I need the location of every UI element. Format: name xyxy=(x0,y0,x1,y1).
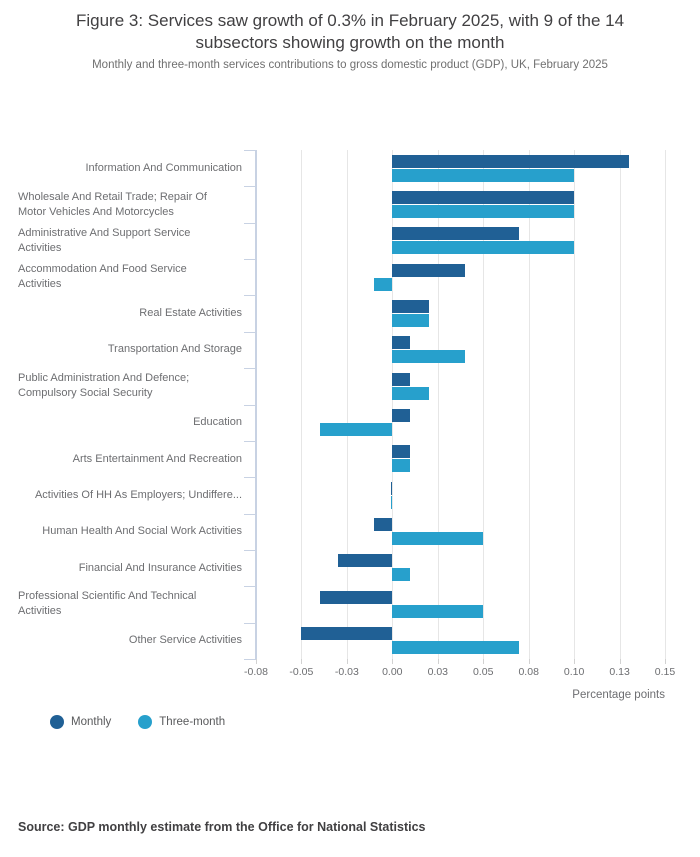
gridline xyxy=(529,150,530,659)
category-label xyxy=(18,477,242,513)
y-axis-tick xyxy=(244,550,256,551)
category-label xyxy=(18,259,242,295)
legend-label-monthly: Monthly xyxy=(71,716,112,728)
gridline xyxy=(620,150,621,659)
x-axis-tick xyxy=(301,659,302,664)
bar-three-month[interactable] xyxy=(392,205,574,218)
y-axis-tick xyxy=(244,514,256,515)
category-label xyxy=(18,514,242,550)
legend-item-three-month[interactable] xyxy=(138,715,225,729)
x-axis-tick-label: 0.05 xyxy=(472,666,494,678)
category-label xyxy=(18,405,242,441)
bar-three-month[interactable] xyxy=(392,532,483,545)
x-axis-tick xyxy=(665,659,666,664)
x-axis-tick-label: 0.00 xyxy=(382,666,403,678)
x-axis-tick xyxy=(392,659,393,664)
category-label-line: Professional Scientific And Technical xyxy=(18,590,197,603)
bar-monthly[interactable] xyxy=(392,191,574,204)
legend-marker-three-month-icon xyxy=(138,715,152,729)
category-label xyxy=(18,441,242,477)
x-axis-tick xyxy=(529,659,530,664)
category-label xyxy=(18,586,242,622)
category-label xyxy=(18,623,242,659)
category-label-line: Information And Communication xyxy=(85,161,242,174)
category-label-line: Real Estate Activities xyxy=(139,307,242,320)
bar-monthly[interactable] xyxy=(392,373,410,386)
bar-three-month[interactable] xyxy=(392,641,519,654)
legend xyxy=(50,715,225,729)
category-label xyxy=(18,186,242,222)
bar-three-month[interactable] xyxy=(392,459,410,472)
y-axis-tick xyxy=(244,223,256,224)
category-axis-labels xyxy=(18,150,242,659)
y-axis-tick xyxy=(244,405,256,406)
bar-monthly[interactable] xyxy=(392,264,465,277)
y-axis-tick xyxy=(244,150,256,151)
y-axis-tick xyxy=(244,586,256,587)
y-axis-tick xyxy=(244,477,256,478)
category-label xyxy=(18,223,242,259)
x-axis-tick xyxy=(574,659,575,664)
category-label-line: Compulsory Social Security xyxy=(18,387,153,400)
category-label-line: Motor Vehicles And Motorcycles xyxy=(18,205,174,218)
bar-monthly[interactable] xyxy=(301,627,392,640)
x-axis-tick-label: -0.08 xyxy=(244,666,268,678)
legend-marker-monthly-icon xyxy=(50,715,64,729)
x-axis-tick-label: 0.15 xyxy=(654,666,676,678)
category-label-line: Accommodation And Food Service xyxy=(18,263,187,276)
bar-three-month[interactable] xyxy=(392,568,410,581)
bar-monthly[interactable] xyxy=(392,300,428,313)
legend-label-three-month: Three-month xyxy=(159,716,226,728)
y-axis-tick xyxy=(244,259,256,260)
bar-three-month[interactable] xyxy=(392,169,574,182)
category-label-line: Activities xyxy=(18,241,62,254)
category-label-line: Public Administration And Defence; xyxy=(18,372,190,385)
category-label-line: Arts Entertainment And Recreation xyxy=(72,452,242,465)
category-label-line: Activities Of HH As Employers; Undiffere... xyxy=(34,488,242,501)
gridline xyxy=(347,150,348,659)
y-axis-tick xyxy=(244,659,256,660)
x-axis-tick-label: 0.08 xyxy=(518,666,539,678)
category-label xyxy=(18,332,242,368)
x-axis-tick-label: -0.03 xyxy=(334,666,359,678)
bar-monthly[interactable] xyxy=(338,554,393,567)
category-label-line: Activities xyxy=(18,605,62,618)
bar-monthly[interactable] xyxy=(392,445,410,458)
x-axis-tick xyxy=(483,659,484,664)
bar-three-month[interactable] xyxy=(374,278,392,291)
bar-three-month[interactable] xyxy=(392,387,428,400)
figure-subtitle: Monthly and three-month services contributions to gross domestic product (GDP), UK, February 2025 xyxy=(92,59,608,71)
category-label-line: Other Service Activities xyxy=(128,634,242,647)
category-label xyxy=(18,150,242,186)
y-axis-tick xyxy=(244,368,256,369)
y-axis-tick xyxy=(244,441,256,442)
x-axis-tick xyxy=(438,659,439,664)
category-label-line: Human Health And Social Work Activities xyxy=(42,525,242,538)
x-axis-tick-label: 0.03 xyxy=(427,666,449,678)
x-axis-tick-label: 0.10 xyxy=(563,666,585,678)
bar-monthly[interactable] xyxy=(320,591,393,604)
category-label-line: Administrative And Support Service xyxy=(18,226,191,239)
bar-monthly[interactable] xyxy=(392,336,410,349)
category-label xyxy=(18,368,242,404)
bar-monthly[interactable] xyxy=(392,409,410,422)
y-axis-tick xyxy=(244,186,256,187)
x-axis-tick xyxy=(256,659,257,664)
gridline xyxy=(301,150,302,659)
x-axis-tick-label: 0.13 xyxy=(609,666,630,678)
legend-item-monthly[interactable] xyxy=(50,715,111,729)
bar-monthly[interactable] xyxy=(392,155,628,168)
bar-monthly[interactable] xyxy=(392,227,519,240)
bar-monthly[interactable] xyxy=(391,482,393,495)
x-axis-tick-label: -0.05 xyxy=(289,666,314,678)
bar-three-month[interactable] xyxy=(391,496,393,509)
bar-three-month[interactable] xyxy=(320,423,393,436)
gridline xyxy=(574,150,575,659)
bar-monthly[interactable] xyxy=(374,518,392,531)
y-axis-tick xyxy=(244,623,256,624)
y-axis-tick xyxy=(244,295,256,296)
source-text: Source: GDP monthly estimate from the Office for National Statistics xyxy=(18,820,426,834)
bar-three-month[interactable] xyxy=(392,605,483,618)
category-label-line: Transportation And Storage xyxy=(107,343,242,356)
figure-title: Figure 3: Services saw growth of 0.3% in February 2025, with 9 of the 14 subsectors showing growth on the month xyxy=(75,11,625,52)
plot-area xyxy=(256,150,665,659)
gridline xyxy=(665,150,666,659)
bar-three-month[interactable] xyxy=(392,314,428,327)
category-label xyxy=(18,295,242,331)
category-label-line: Wholesale And Retail Trade; Repair Of xyxy=(18,190,207,203)
bar-three-month[interactable] xyxy=(392,350,465,363)
category-label-line: Financial And Insurance Activities xyxy=(78,561,242,574)
category-label-line: Activities xyxy=(18,278,62,291)
y-axis-tick xyxy=(244,332,256,333)
x-axis-title: Percentage points xyxy=(572,689,665,701)
x-axis-tick xyxy=(347,659,348,664)
category-label-line: Education xyxy=(193,416,242,429)
x-axis-tick xyxy=(620,659,621,664)
bar-three-month[interactable] xyxy=(392,241,574,254)
category-label xyxy=(18,550,242,586)
